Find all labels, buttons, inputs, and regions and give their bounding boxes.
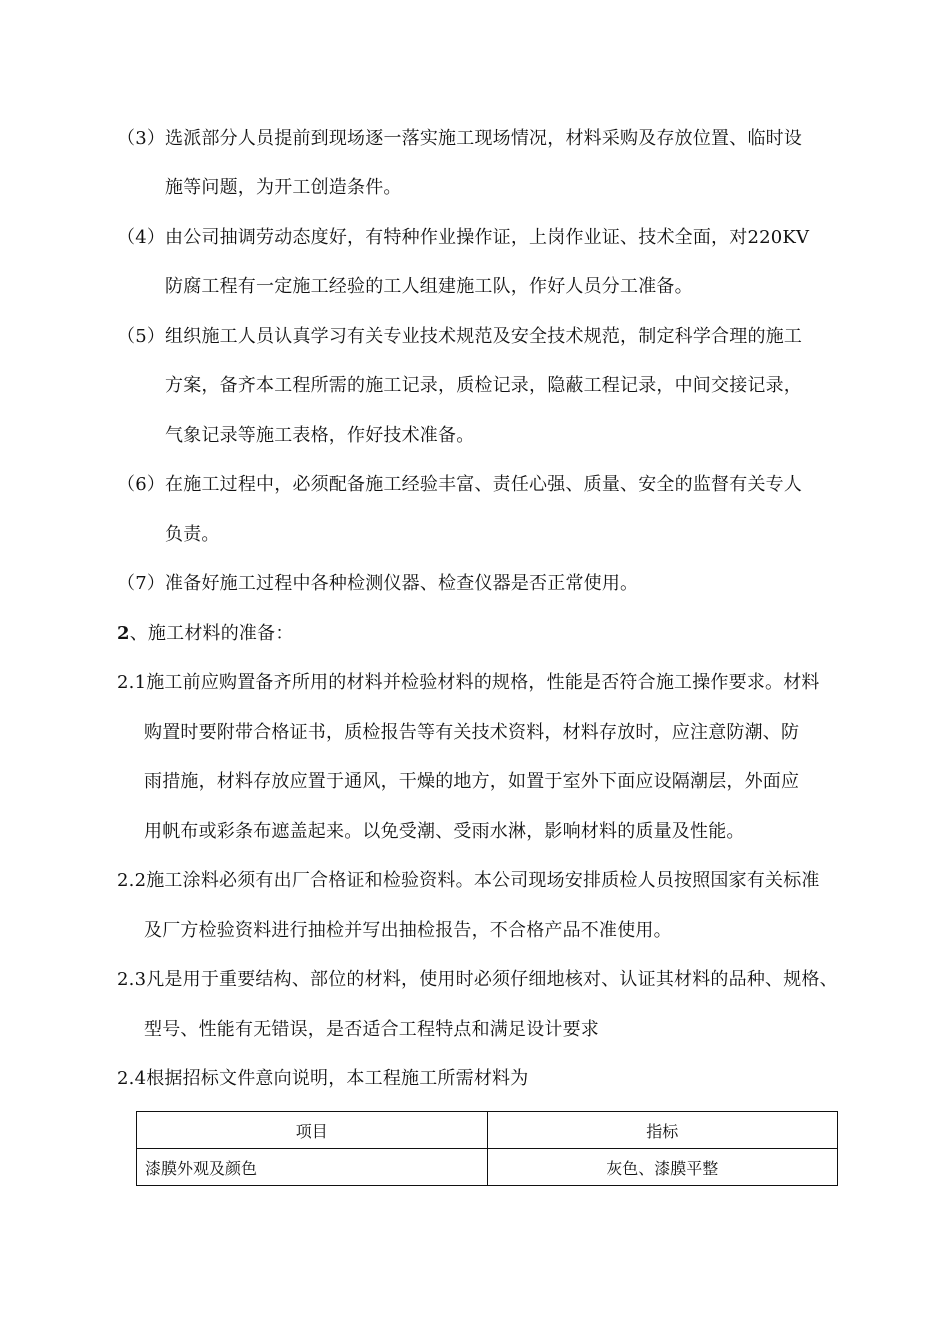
materials-spec-table bbox=[136, 1111, 838, 1186]
section-2-number: 2 bbox=[117, 623, 130, 644]
section-2-heading bbox=[117, 622, 294, 646]
item-2-1-line-3: 雨措施，材料存放应置于通风，干燥的地方，如置于室外下面应设隔潮层，外面应 bbox=[144, 771, 800, 792]
table-row bbox=[137, 1149, 838, 1186]
table-cell-indicator: 灰色、漆膜平整 bbox=[487, 1149, 838, 1186]
item-2-4-line-1: 2.4根据招标文件意向说明，本工程施工所需材料为 bbox=[117, 1068, 529, 1089]
item-5-line-2: 方案，备齐本工程所需的施工记录，质检记录，隐蔽工程记录，中间交接记录， bbox=[165, 375, 802, 396]
item-2-1-line-2: 购置时要附带合格证书，质检报告等有关技术资料，材料存放时，应注意防潮、防 bbox=[144, 722, 800, 743]
item-6-line-2: 负责。 bbox=[165, 524, 220, 545]
item-5-line-1: （5）组织施工人员认真学习有关专业技术规范及安全技术规范，制定科学合理的施工 bbox=[117, 326, 803, 347]
item-5-line-3: 气象记录等施工表格，作好技术准备。 bbox=[165, 425, 475, 446]
item-2-3-line-1: 2.3凡是用于重要结构、部位的材料，使用时必须仔细地核对、认证其材料的品种、规格、 bbox=[117, 969, 838, 990]
item-2-1-line-1: 2.1施工前应购置备齐所用的材料并检验材料的规格，性能是否符合施工操作要求。材料 bbox=[117, 672, 820, 693]
item-2-2-line-2: 及厂方检验资料进行抽检并写出抽检报告，不合格产品不准使用。 bbox=[144, 920, 672, 941]
item-2-3-line-2: 型号、性能有无错误，是否适合工程特点和满足设计要求 bbox=[144, 1019, 599, 1040]
section-2-title: 、施工材料的准备： bbox=[129, 623, 294, 644]
item-2-2-line-1: 2.2施工涂料必须有出厂合格证和检验资料。本公司现场安排质检人员按照国家有关标准 bbox=[117, 870, 820, 891]
item-4-line-2: 防腐工程有一定施工经验的工人组建施工队，作好人员分工准备。 bbox=[165, 276, 693, 297]
item-3-line-2: 施等问题，为开工创造条件。 bbox=[165, 177, 402, 198]
table-cell-item: 漆膜外观及颜色 bbox=[137, 1149, 488, 1186]
item-7-line-1: （7）准备好施工过程中各种检测仪器、检查仪器是否正常使用。 bbox=[117, 573, 639, 594]
item-4-line-1: （4）由公司抽调劳动态度好，有特种作业操作证，上岗作业证、技术全面，对220KV bbox=[117, 227, 810, 248]
item-6-line-1: （6）在施工过程中，必须配备施工经验丰富、责任心强、质量、安全的监督有关专人 bbox=[117, 474, 803, 495]
table-header-indicator: 指标 bbox=[487, 1112, 838, 1149]
item-2-1-line-4: 用帆布或彩条布遮盖起来。以免受潮、受雨水淋，影响材料的质量及性能。 bbox=[144, 821, 745, 842]
item-3-line-1: （3）选派部分人员提前到现场逐一落实施工现场情况，材料采购及存放位置、临时设 bbox=[117, 128, 803, 149]
table-header-row bbox=[137, 1112, 838, 1149]
table-header-item: 项目 bbox=[137, 1112, 488, 1149]
